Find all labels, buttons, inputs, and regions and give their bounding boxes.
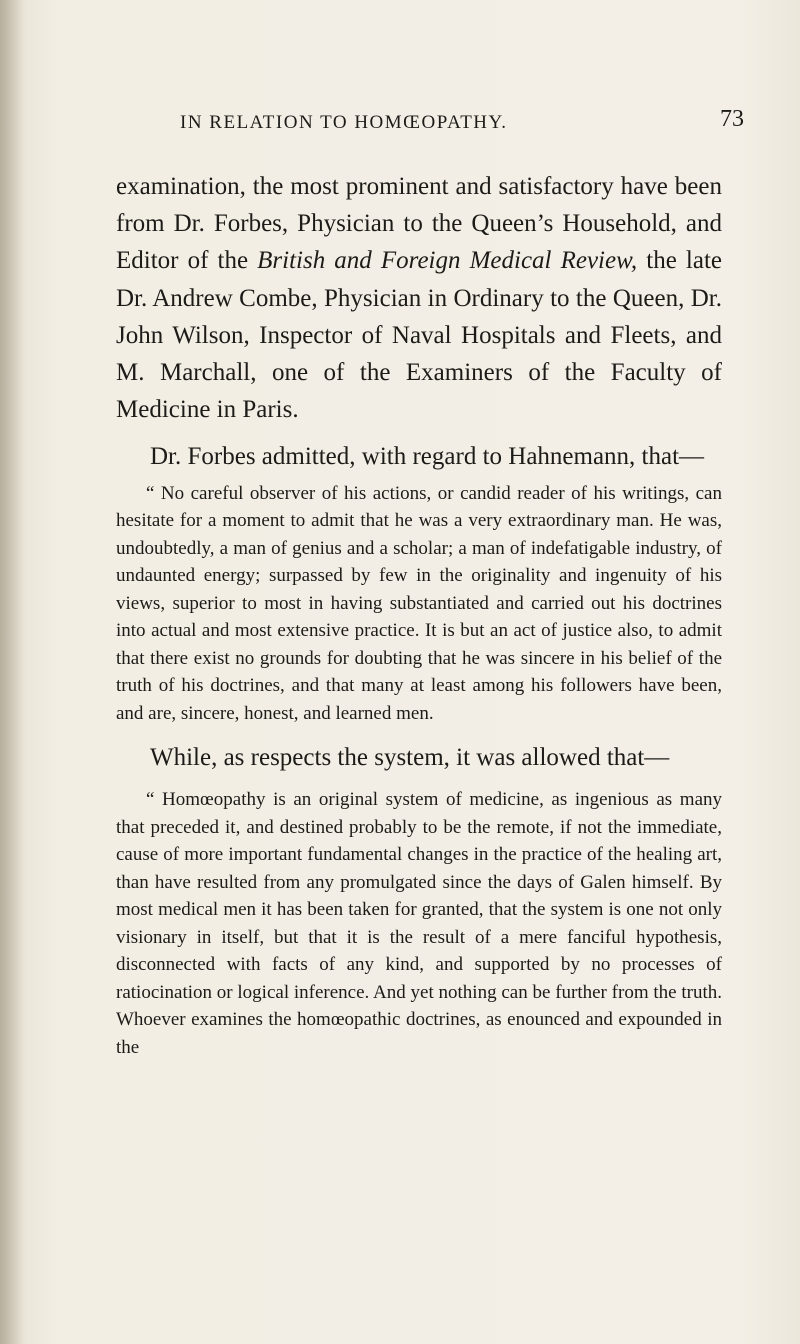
paragraph-1 (116, 168, 722, 428)
spine-shadow (0, 0, 26, 1344)
running-head: IN RELATION TO HOMŒOPATHY. (180, 112, 508, 133)
paragraph-2: Dr. Forbes admitted, with regard to Hahnemann, that— (150, 443, 705, 471)
body-text (116, 168, 722, 1073)
quotation-1: “ No careful observer of his actions, or candid reader of his writings, can hesitate for a moment to admit that he was a very extraordinary man. He was, undoubtedly, a man of genius and a scholar; a man of indefatigable industry, of undaunted energy; surpassed by few in the originality and ingenuity of his views, superior to most in having substantiated and carried out his doctrines into actual and most extensive practice. It is but an act of justice also, to admit that there exist no grounds for doubting that he was sincere in his belief of the truth of his doctrines, and that many at least among his followers have been, and are, sincere, honest, and learned men. (116, 482, 722, 724)
quotation-2: “ Homœopathy is an original system of medicine, as ingenious as many that preceded it, and destined probably to be the remote, if not the immediate, cause of more important fundamental changes in the practice of the healing art, than have resulted from any promulgated since the days of Galen himself. By most medical men it has been taken for granted, that the system is one not only visionary in itself, but that it is the result of a mere fanciful hypothesis, disconnected with facts of any kind, and supported by no processes of ratiocination or logical inference. And yet nothing can be further from the truth. Whoever examines the homœopathic doctrines, as enounced and expounded in the (116, 789, 722, 1058)
paragraph-1-text-b: the late Dr. Andrew Combe, Physician in Ordinary to the Queen, Dr. John Wilson, Inspector of Naval Hospitals and Fleets, and M. Marchall, one of the Examiners of the Faculty of Medicine in Paris. (116, 247, 722, 424)
journal-title: British and Foreign Medical Review, (257, 247, 638, 275)
page-header (0, 106, 800, 152)
paragraph-3: While, as respects the system, it was allowed that— (150, 744, 670, 772)
page-number: 73 (720, 106, 744, 132)
paragraph-1-text-a: examination, the most prominent and satisfactory have been from Dr. Forbes, Physician to the Queen’s Household, and Editor of the (116, 173, 722, 275)
